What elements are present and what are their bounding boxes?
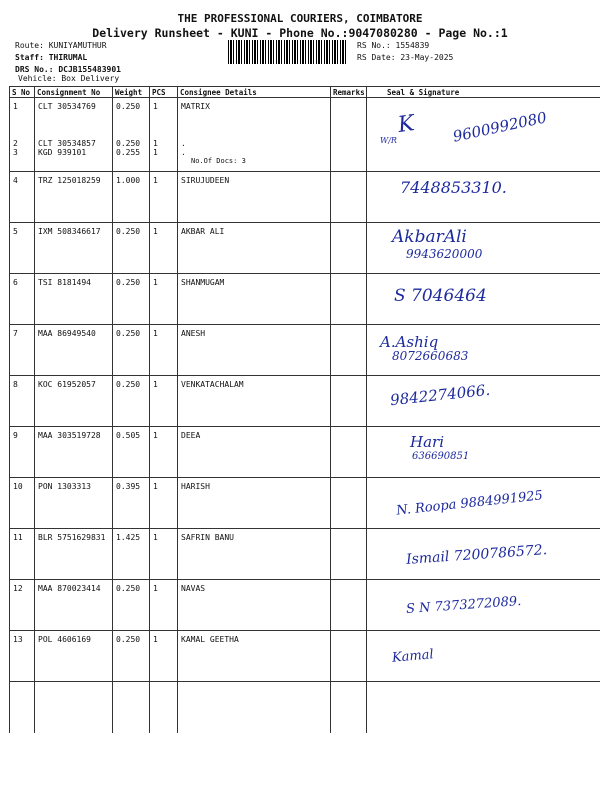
consignee: HARISH <box>178 478 331 529</box>
signature: Ismail 7200786572. <box>405 542 548 568</box>
consignment-no: KOC 61952057 <box>35 376 113 427</box>
table-row <box>10 631 600 682</box>
col-remarks: Remarks <box>331 87 367 98</box>
consignee: SHANMUGAM <box>178 274 331 325</box>
pcs: 1 <box>153 102 158 111</box>
sno: 13 <box>10 631 35 682</box>
sno: 7 <box>10 325 35 376</box>
pcs: 1 <box>150 580 178 631</box>
consignee: VENKATACHALAM <box>178 376 331 427</box>
signature: K <box>396 110 417 139</box>
signature: N. Roopa 9884991925 <box>395 488 544 519</box>
sno: 3 <box>13 148 18 157</box>
remarks-cell <box>331 580 367 631</box>
table-row <box>10 478 600 529</box>
col-consignee: Consignee Details <box>178 87 331 98</box>
table-row <box>10 325 600 376</box>
consignment-no: MAA 303519728 <box>35 427 113 478</box>
weight: 0.255 <box>116 148 141 157</box>
sno: 4 <box>10 172 35 223</box>
signature: S 7046464 <box>394 286 487 306</box>
remarks-cell <box>331 376 367 427</box>
weight: 0.250 <box>116 139 141 148</box>
consignee: DEEA <box>178 427 331 478</box>
signature-cell <box>367 172 600 223</box>
table-row <box>10 376 600 427</box>
consignee: SAFRIN BANU <box>178 529 331 580</box>
remarks-cell <box>331 631 367 682</box>
sno <box>10 682 35 733</box>
drs-label: DRS No.: DCJB155483901 <box>15 65 121 74</box>
sno: 2 <box>13 139 18 148</box>
pcs: 1 <box>150 529 178 580</box>
col-sno: S No <box>10 87 35 98</box>
pcs: 1 <box>150 478 178 529</box>
pcs: 1 <box>150 631 178 682</box>
consignment-no <box>35 682 113 733</box>
table-row <box>10 682 600 733</box>
consignment-no: TRZ 125018259 <box>35 172 113 223</box>
consignment-no: MAA 86949540 <box>35 325 113 376</box>
weight <box>113 682 150 733</box>
pcs <box>150 682 178 733</box>
pcs: 1 <box>150 325 178 376</box>
consignment-no: POL 4606169 <box>35 631 113 682</box>
remarks-cell <box>331 682 367 733</box>
signature-cell <box>367 478 600 529</box>
signature: 9842274066. <box>389 380 491 410</box>
consignment-no: MAA 870023414 <box>35 580 113 631</box>
consignment-no: CLT 30534769 <box>38 102 96 111</box>
consignee: . <box>181 139 186 148</box>
remarks-cell <box>331 478 367 529</box>
runsheet-title: Delivery Runsheet - KUNI - Phone No.:9047080280 - Page No.:1 <box>92 26 508 40</box>
consignment-no: IXM 508346617 <box>35 223 113 274</box>
signature-cell <box>367 274 600 325</box>
consignment-no: KGD 939101 <box>38 148 87 157</box>
sno: 11 <box>10 529 35 580</box>
signature: 7448853310. <box>400 178 507 197</box>
col-signature: Seal & Signature <box>367 87 600 98</box>
signature: S N 7373272089. <box>405 593 522 618</box>
consignment-no: TSI 8181494 <box>35 274 113 325</box>
route-label: Route: KUNIYAMUTHUR <box>15 41 107 50</box>
pcs: 1 <box>153 148 158 157</box>
consignment-no: BLR 5751629831 <box>35 529 113 580</box>
signature: 636690851 <box>412 451 470 462</box>
weight: 0.250 <box>113 325 150 376</box>
weight: 0.250 <box>113 631 150 682</box>
sno: 9 <box>10 427 35 478</box>
col-weight: Weight <box>113 87 150 98</box>
company-title: THE PROFESSIONAL COURIERS, COIMBATORE <box>177 12 423 25</box>
signature: Hari <box>410 433 444 451</box>
runsheet-table <box>9 86 600 733</box>
remarks-cell <box>331 325 367 376</box>
remarks-cell <box>331 427 367 478</box>
docs-count: No.Of Docs: 3 <box>191 157 246 165</box>
remarks-cell <box>331 274 367 325</box>
consignee: KAMAL GEETHA <box>178 631 331 682</box>
sno: 5 <box>10 223 35 274</box>
consignee: SIRUJUDEEN <box>178 172 331 223</box>
signature: A.Ashiq <box>380 333 439 351</box>
barcode <box>228 40 348 64</box>
weight: 0.250 <box>113 376 150 427</box>
pcs: 1 <box>150 223 178 274</box>
signature-cell <box>367 580 600 631</box>
consignee: AKBAR ALI <box>178 223 331 274</box>
consignee <box>178 682 331 733</box>
weight: 1.000 <box>113 172 150 223</box>
weight: 1.425 <box>113 529 150 580</box>
signature-cell <box>367 529 600 580</box>
weight: 0.250 <box>113 580 150 631</box>
remarks-cell <box>331 529 367 580</box>
table-header <box>10 87 600 98</box>
pcs: 1 <box>153 139 158 148</box>
table-row <box>10 274 600 325</box>
signature-cell <box>367 325 600 376</box>
weight: 0.505 <box>113 427 150 478</box>
col-pcs: PCS <box>150 87 178 98</box>
table-row <box>10 529 600 580</box>
consignment-no: CLT 30534857 <box>38 139 96 148</box>
pcs: 1 <box>150 427 178 478</box>
weight: 0.395 <box>113 478 150 529</box>
pcs: 1 <box>150 376 178 427</box>
signature: W/R <box>380 136 397 145</box>
consignee: ANESH <box>178 325 331 376</box>
weight: 0.250 <box>113 274 150 325</box>
consignee: . <box>181 148 186 157</box>
weight: 0.250 <box>116 102 141 111</box>
sno: 12 <box>10 580 35 631</box>
signature-cell <box>367 376 600 427</box>
staff-label: Staff: THIRUMAL <box>15 53 88 62</box>
rs-date: RS Date: 23-May-2025 <box>357 53 454 62</box>
signature: 9600992080 <box>451 108 549 146</box>
col-consignment: Consignment No <box>35 87 113 98</box>
signature-cell <box>367 682 600 733</box>
sno: 10 <box>10 478 35 529</box>
consignee: MATRIX <box>181 102 210 111</box>
table-row <box>10 223 600 274</box>
signature: 8072660683 <box>392 349 469 363</box>
sno: 1 <box>13 102 18 111</box>
rs-number: RS No.: 1554839 <box>357 41 430 50</box>
signature-cell <box>367 631 600 682</box>
remarks-cell <box>331 98 367 172</box>
sno: 8 <box>10 376 35 427</box>
vehicle-label: Vehicle: Box Delivery <box>18 74 120 83</box>
signature: AkbarAli <box>392 227 467 247</box>
consignment-no: PON 1303313 <box>35 478 113 529</box>
signature-cell <box>367 223 600 274</box>
weight: 0.250 <box>113 223 150 274</box>
table-row <box>10 172 600 223</box>
pcs: 1 <box>150 172 178 223</box>
signature: Kamal <box>391 647 435 666</box>
remarks-cell <box>331 223 367 274</box>
consignee: NAVAS <box>178 580 331 631</box>
signature: 9943620000 <box>406 247 483 261</box>
signature-cell <box>367 427 600 478</box>
table-row <box>10 580 600 631</box>
table-row <box>10 427 600 478</box>
pcs: 1 <box>150 274 178 325</box>
remarks-cell <box>331 172 367 223</box>
signature-cell <box>367 98 600 172</box>
table-row <box>10 98 600 172</box>
sno: 6 <box>10 274 35 325</box>
